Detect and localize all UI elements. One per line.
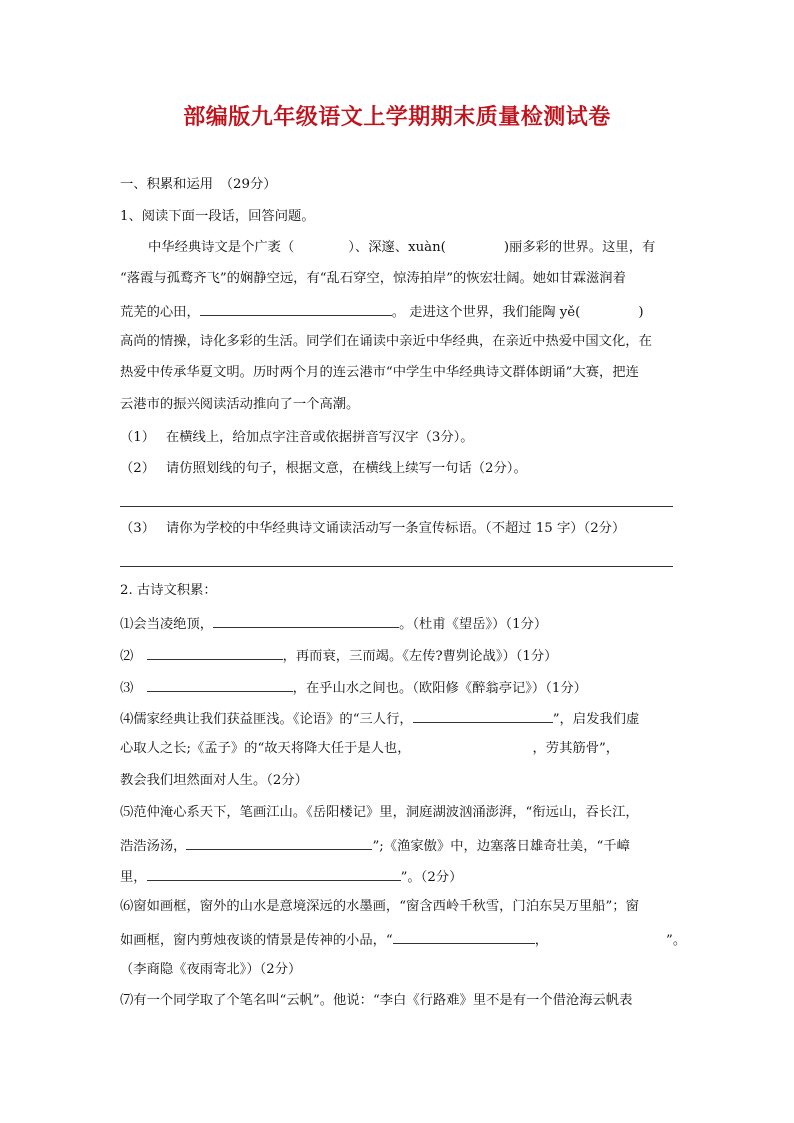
passage-line-2: “落霞与孤鹜齐飞”的娴静空远，有“乱石穿空，惊涛拍岸”的恢宏壮阔。她如甘霖滋润着 bbox=[120, 271, 626, 286]
poetry-item-6-line-2: 如画框，窗内剪烛夜谈的情景是传神的小品，“ ， ”。 bbox=[120, 929, 686, 950]
poetry-blank-1[interactable] bbox=[213, 613, 399, 628]
answer-line-2[interactable] bbox=[120, 506, 673, 507]
sub-question-1: （1） 在横线上，给加点字注音或依据拼音写汉字（3分）。 bbox=[120, 430, 474, 445]
poetry-blank-5a[interactable] bbox=[186, 835, 372, 850]
passage-line-1: 中华经典诗文是个广袤（ ）、深邃、xuàn( )丽多彩的世界。这里，有 bbox=[148, 240, 656, 255]
sub-question-2: （2） 请仿照划线的句子，根据文意，在横线上续写一句话（2分）。 bbox=[120, 461, 527, 476]
poetry-item-2: ⑵ ，再而衰，三而竭。《左传?曹刿论战》）（1分） bbox=[120, 645, 557, 666]
poetry-item-3: ⑶ ，在乎山水之间也。（欧阳修《醉翁亭记》）（1分） bbox=[120, 677, 587, 698]
poetry-item-1: ⑴会当凌绝顶， 。（杜甫《望岳》）（1分） bbox=[120, 613, 547, 634]
passage-line-4: 高尚的情操，诗化多彩的生活。同学们在诵读中亲近中华经典，在亲近中热爱中国文化，在 bbox=[120, 334, 652, 349]
poetry-blank-3[interactable] bbox=[147, 677, 293, 692]
poetry-item-7: ⑺有一个同学取了个笔名叫“云帆”。他说：“李白《行路难》里不是有一个借沧海云帆表 bbox=[120, 993, 633, 1008]
poetry-item-4-line-1: ⑷儒家经典让我们获益匪浅。《论语》的“三人行， ”，启发我们虚 bbox=[120, 708, 639, 729]
poetry-item-6-line-1: ⑹窗如画框，窗外的山水是意境深远的水墨画，“窗含西岭千秋雪，门泊东吴万里船”；窗 bbox=[120, 899, 639, 914]
poetry-item-5-line-3: 里， ”。（2分） bbox=[120, 866, 462, 887]
section-heading: 一、积累和运用 （29分） bbox=[120, 177, 277, 192]
question-2-heading: 2. 古诗文积累： bbox=[120, 583, 217, 598]
poetry-blank-2[interactable] bbox=[147, 645, 283, 660]
poetry-item-4-line-2: 心取人之长;《孟子》的“故天将降大任于是人也， ，劳其筋骨”， bbox=[120, 741, 620, 756]
sub-question-3: （3） 请你为学校的中华经典诗文诵读活动写一条宣传标语。（不超过 15 字）（2分） bbox=[120, 521, 626, 536]
passage-line-5: 热爱中传承华夏文明。历时两个月的连云港市“中学生中华经典诗文群体朗诵”大赛，把连 bbox=[120, 365, 639, 380]
passage-line-3: 荒芜的心田， 。 走进这个世界，我们能陶 yě( ) bbox=[120, 301, 644, 322]
question-1-heading: 1、阅读下面一段话，回答问题。 bbox=[120, 209, 315, 224]
poetry-blank-5b[interactable] bbox=[147, 866, 401, 881]
imitation-sentence-blank[interactable] bbox=[200, 301, 392, 316]
passage-line-6: 云港市的振兴阅读活动推向了一个高潮。 bbox=[120, 397, 360, 412]
poetry-item-6-line-3: （李商隐《夜雨寄北》）（2分） bbox=[120, 962, 302, 977]
poetry-item-5-line-1: ⑸范仲淹心系天下，笔画江山。《岳阳楼记》里，洞庭湖波汹涌澎湃，“衔远山，吞长江， bbox=[120, 805, 639, 820]
answer-line-3[interactable] bbox=[120, 566, 673, 567]
poetry-item-5-line-2: 浩浩汤汤， ”;《渔家傲》中，边塞落日雄奇壮美，“千嶂 bbox=[120, 835, 630, 856]
poetry-item-4-line-3: 教会我们坦然面对人生。（2分） bbox=[120, 773, 308, 788]
poetry-blank-6a[interactable] bbox=[393, 929, 535, 944]
page-title: 部编版九年级语文上学期期末质量检测试卷 bbox=[183, 105, 611, 130]
poetry-blank-4a[interactable] bbox=[413, 708, 553, 723]
